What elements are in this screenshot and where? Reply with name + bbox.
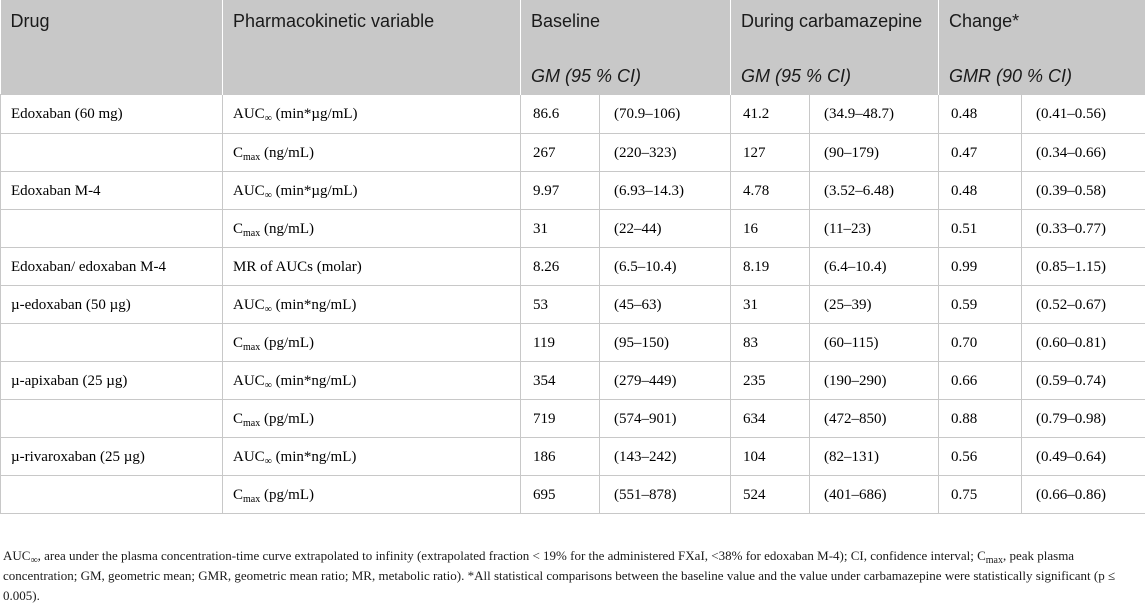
header-baseline: Baseline bbox=[521, 0, 731, 53]
cell-during-ci: (11–23) bbox=[810, 210, 939, 248]
variable-unit: (pg/mL) bbox=[260, 486, 314, 503]
cell-change-gmr: 0.99 bbox=[939, 248, 1022, 286]
cell-variable bbox=[223, 362, 521, 400]
cell-during-ci: (25–39) bbox=[810, 286, 939, 324]
cell-baseline-gm: 53 bbox=[521, 286, 600, 324]
header-variable: Pharmacokinetic variable bbox=[223, 0, 521, 53]
cell-during-ci: (34.9–48.7) bbox=[810, 95, 939, 134]
cell-change-gmr: 0.47 bbox=[939, 134, 1022, 172]
cell-during-ci: (190–290) bbox=[810, 362, 939, 400]
cell-variable bbox=[223, 286, 521, 324]
cell-change-ci: (0.66–0.86) bbox=[1022, 476, 1145, 514]
cell-change-gmr: 0.56 bbox=[939, 438, 1022, 476]
subheader-empty-1 bbox=[1, 53, 223, 95]
header-during: During carbamazepine bbox=[731, 0, 939, 53]
variable-unit: (ng/mL) bbox=[260, 144, 314, 161]
cell-during-ci: (401–686) bbox=[810, 476, 939, 514]
cell-change-gmr: 0.75 bbox=[939, 476, 1022, 514]
cell-change-gmr: 0.59 bbox=[939, 286, 1022, 324]
table-row bbox=[1, 438, 1145, 476]
cell-variable bbox=[223, 172, 521, 210]
variable-unit: (min*ng/mL) bbox=[271, 372, 357, 389]
cell-baseline-ci: (6.93–14.3) bbox=[600, 172, 731, 210]
cell-change-ci: (0.33–0.77) bbox=[1022, 210, 1145, 248]
cell-variable bbox=[223, 324, 521, 362]
cell-baseline-gm: 86.6 bbox=[521, 95, 600, 134]
cell-drug: µ-apixaban (25 µg) bbox=[1, 362, 223, 400]
variable-subscript: ∞ bbox=[264, 113, 272, 124]
table-row bbox=[1, 95, 1145, 134]
cell-baseline-ci: (22–44) bbox=[600, 210, 731, 248]
table-row bbox=[1, 248, 1145, 286]
cell-during-ci: (90–179) bbox=[810, 134, 939, 172]
subheader-change: GMR (90 % CI) bbox=[939, 53, 1145, 95]
cell-drug bbox=[1, 324, 223, 362]
variable-subscript: max bbox=[243, 151, 261, 163]
variable-unit: (ng/mL) bbox=[260, 220, 314, 237]
cell-variable bbox=[223, 210, 521, 248]
cell-change-ci: (0.49–0.64) bbox=[1022, 438, 1145, 476]
cell-baseline-gm: 31 bbox=[521, 210, 600, 248]
table-row bbox=[1, 286, 1145, 324]
cell-variable bbox=[223, 476, 521, 514]
cell-drug: Edoxaban/ edoxaban M-4 bbox=[1, 248, 223, 286]
variable-name: C bbox=[233, 334, 244, 351]
table-row bbox=[1, 400, 1145, 438]
cell-variable bbox=[223, 438, 521, 476]
cell-drug: µ-edoxaban (50 µg) bbox=[1, 286, 223, 324]
table-footnote bbox=[3, 546, 1141, 606]
cell-during-ci: (60–115) bbox=[810, 324, 939, 362]
cell-change-gmr: 0.48 bbox=[939, 95, 1022, 134]
cell-during-gm: 104 bbox=[731, 438, 810, 476]
variable-subscript: max bbox=[243, 227, 261, 239]
cell-during-gm: 4.78 bbox=[731, 172, 810, 210]
table-row bbox=[1, 134, 1145, 172]
cell-during-gm: 524 bbox=[731, 476, 810, 514]
cell-change-gmr: 0.51 bbox=[939, 210, 1022, 248]
cell-during-gm: 83 bbox=[731, 324, 810, 362]
table-row bbox=[1, 210, 1145, 248]
cell-change-ci: (0.85–1.15) bbox=[1022, 248, 1145, 286]
variable-subscript: ∞ bbox=[264, 455, 272, 467]
cell-during-gm: 31 bbox=[731, 286, 810, 324]
cell-baseline-gm: 354 bbox=[521, 362, 600, 400]
table-row bbox=[1, 324, 1145, 362]
cell-change-ci: (0.52–0.67) bbox=[1022, 286, 1145, 324]
subheader-empty-2 bbox=[223, 53, 521, 95]
cell-change-gmr: 0.48 bbox=[939, 172, 1022, 210]
variable-name: AUC bbox=[233, 106, 265, 122]
cell-change-ci: (0.60–0.81) bbox=[1022, 324, 1145, 362]
cell-during-ci: (6.4–10.4) bbox=[810, 248, 939, 286]
cell-baseline-ci: (220–323) bbox=[600, 134, 731, 172]
cell-baseline-ci: (574–901) bbox=[600, 400, 731, 438]
variable-subscript: max bbox=[243, 493, 261, 505]
variable-unit: (min*ng/mL) bbox=[271, 296, 357, 313]
variable-subscript: ∞ bbox=[264, 379, 272, 391]
cell-during-gm: 8.19 bbox=[731, 248, 810, 286]
variable-subscript: max bbox=[243, 341, 261, 353]
cell-drug bbox=[1, 134, 223, 172]
cell-variable bbox=[223, 248, 521, 286]
variable-name: AUC bbox=[233, 372, 265, 389]
variable-subscript: ∞ bbox=[264, 189, 272, 201]
variable-unit: (pg/mL) bbox=[260, 410, 314, 427]
subheader-during: GM (95 % CI) bbox=[731, 53, 939, 95]
cell-variable bbox=[223, 134, 521, 172]
cell-drug: Edoxaban M-4 bbox=[1, 172, 223, 210]
cell-baseline-ci: (45–63) bbox=[600, 286, 731, 324]
cell-baseline-ci: (95–150) bbox=[600, 324, 731, 362]
cell-drug: Edoxaban (60 mg) bbox=[1, 95, 223, 134]
cell-baseline-gm: 186 bbox=[521, 438, 600, 476]
cell-during-gm: 41.2 bbox=[731, 95, 810, 134]
cell-change-gmr: 0.70 bbox=[939, 324, 1022, 362]
variable-name: C bbox=[233, 410, 244, 427]
cell-change-ci: (0.59–0.74) bbox=[1022, 362, 1145, 400]
cell-drug: µ-rivaroxaban (25 µg) bbox=[1, 438, 223, 476]
cell-change-ci: (0.39–0.58) bbox=[1022, 172, 1145, 210]
cell-during-ci: (472–850) bbox=[810, 400, 939, 438]
variable-name: C bbox=[233, 220, 244, 237]
cell-baseline-gm: 695 bbox=[521, 476, 600, 514]
subheader-row bbox=[1, 53, 1145, 95]
cell-baseline-ci: (279–449) bbox=[600, 362, 731, 400]
cell-baseline-ci: (70.9–106) bbox=[600, 95, 731, 134]
cell-baseline-gm: 719 bbox=[521, 400, 600, 438]
cell-drug bbox=[1, 400, 223, 438]
cell-baseline-gm: 8.26 bbox=[521, 248, 600, 286]
cell-drug bbox=[1, 476, 223, 514]
cell-baseline-gm: 9.97 bbox=[521, 172, 600, 210]
cell-during-gm: 127 bbox=[731, 134, 810, 172]
cell-change-gmr: 0.88 bbox=[939, 400, 1022, 438]
cell-during-gm: 16 bbox=[731, 210, 810, 248]
variable-unit: (min*µg/mL) bbox=[271, 106, 358, 122]
variable-name: AUC bbox=[233, 296, 265, 313]
cell-change-ci: (0.41–0.56) bbox=[1022, 95, 1145, 134]
cell-baseline-gm: 119 bbox=[521, 324, 600, 362]
header-row bbox=[1, 0, 1145, 53]
cell-during-gm: 235 bbox=[731, 362, 810, 400]
cell-baseline-ci: (551–878) bbox=[600, 476, 731, 514]
variable-name: AUC bbox=[233, 448, 265, 465]
cell-baseline-ci: (6.5–10.4) bbox=[600, 248, 731, 286]
footnote-auc-sub: ∞ bbox=[30, 555, 38, 566]
cell-during-gm: 634 bbox=[731, 400, 810, 438]
subheader-baseline: GM (95 % CI) bbox=[521, 53, 731, 95]
variable-name: C bbox=[233, 486, 244, 503]
variable-name: MR of AUCs (molar) bbox=[233, 258, 362, 275]
cell-change-ci: (0.34–0.66) bbox=[1022, 134, 1145, 172]
variable-subscript: max bbox=[243, 417, 261, 429]
cell-baseline-ci: (143–242) bbox=[600, 438, 731, 476]
variable-unit: (pg/mL) bbox=[260, 334, 314, 351]
footnote-text-2: , peak plasma concentration; GM, geometric mean; GMR, geometric mean ratio; MR, metabolic ratio). *All statistical comparisons between the baseline value and the value under carbamazepine were statistically significant (p ≤ 0.005). bbox=[3, 548, 1116, 603]
cell-baseline-gm: 267 bbox=[521, 134, 600, 172]
table-row bbox=[1, 362, 1145, 400]
variable-subscript: ∞ bbox=[264, 303, 272, 315]
cell-during-ci: (3.52–6.48) bbox=[810, 172, 939, 210]
cell-during-ci: (82–131) bbox=[810, 438, 939, 476]
header-change: Change* bbox=[939, 0, 1145, 53]
header-drug: Drug bbox=[1, 0, 223, 53]
footnote-auc: AUC bbox=[3, 548, 31, 563]
cell-change-gmr: 0.66 bbox=[939, 362, 1022, 400]
variable-name: C bbox=[233, 144, 244, 161]
cell-change-ci: (0.79–0.98) bbox=[1022, 400, 1145, 438]
footnote-cmax-sub: max bbox=[985, 555, 1003, 566]
cell-variable bbox=[223, 95, 521, 134]
variable-unit: (min*ng/mL) bbox=[271, 448, 357, 465]
cell-drug bbox=[1, 210, 223, 248]
table-row bbox=[1, 172, 1145, 210]
variable-unit: (min*µg/mL) bbox=[271, 182, 358, 199]
table-row bbox=[1, 476, 1145, 514]
cell-variable bbox=[223, 400, 521, 438]
variable-name: AUC bbox=[233, 182, 265, 199]
footnote-text-1: , area under the plasma concentration-time curve extrapolated to infinity (extrapolated fraction < 19% for the administered FXaI, <38% for edoxaban M-4); CI, confidence interval; C bbox=[37, 548, 986, 563]
